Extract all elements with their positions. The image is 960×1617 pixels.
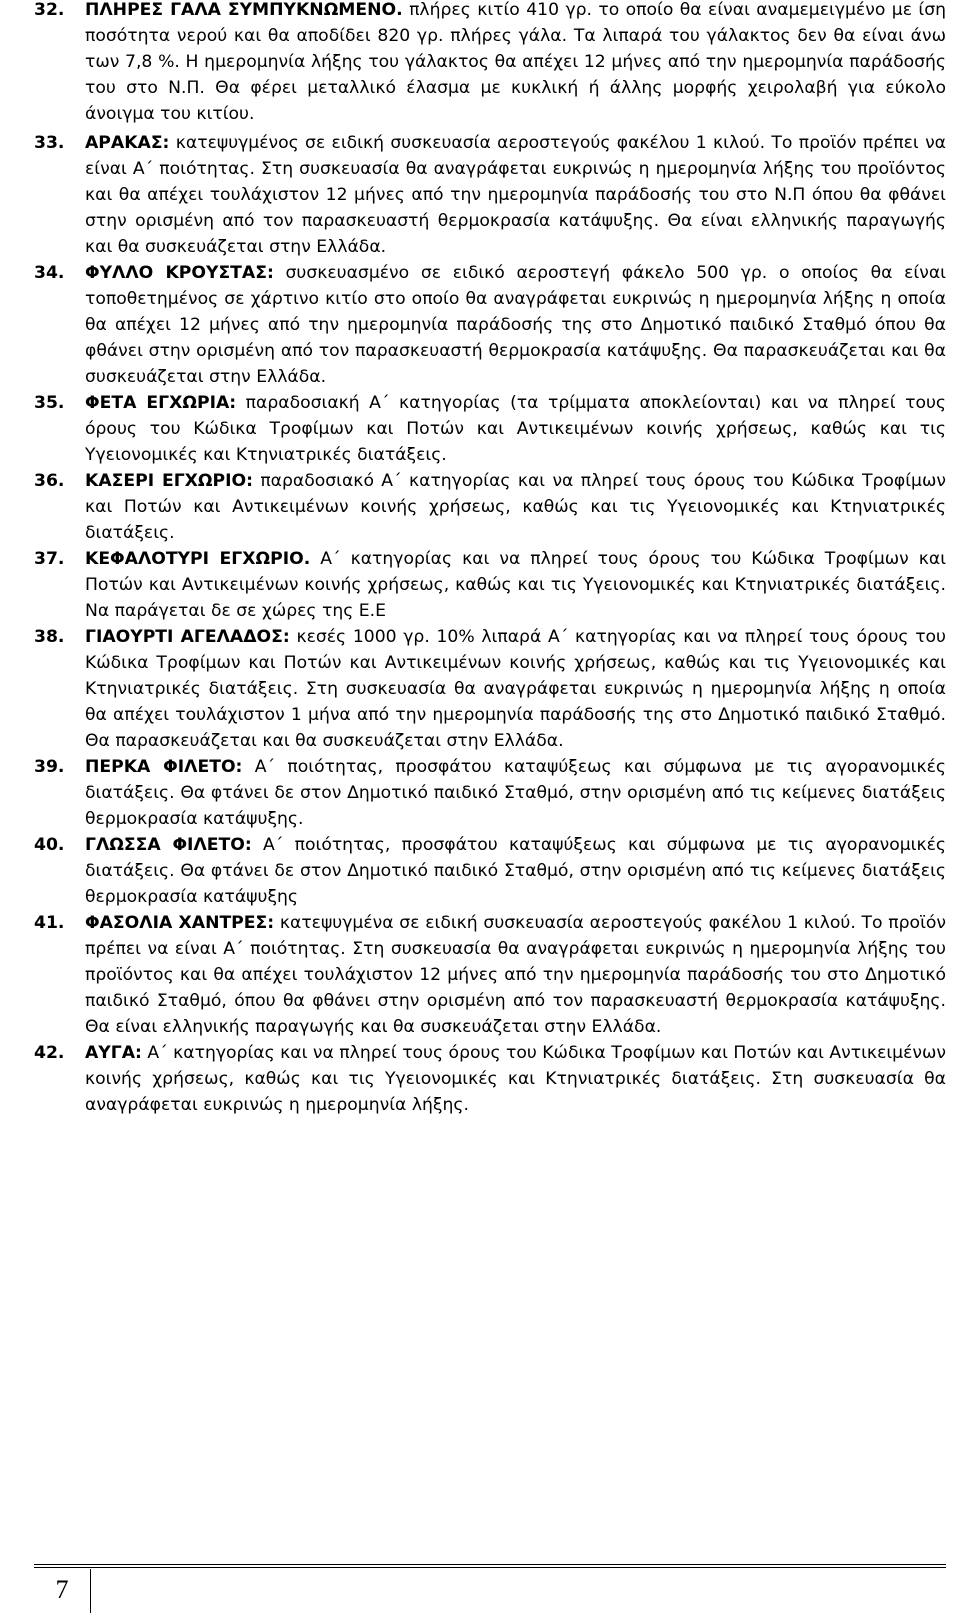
list-item: [34, 546, 946, 624]
list-item: [34, 910, 946, 1040]
item-number: 33.: [34, 133, 65, 153]
list-item: [34, 832, 946, 910]
item-number: 37.: [34, 549, 65, 569]
list-item: [34, 390, 946, 468]
list-item: [34, 624, 946, 754]
list-item: [34, 754, 946, 832]
item-text: συσκευασμένο σε ειδικό αεροστεγή φάκελο 500 γρ. ο οποίος θα είναι τοποθετημένος σε χάρτινο κιτίο στο οποίο θα αναγράφεται ευκρινώς η ημερομηνία λήξης η οποία θα απέχει 12 μήνες από την ημερομηνία παράδοσής της στο Δημοτικό παιδικό Σταθμό όπου θα φθάνει στην ορισμένη από τον παρασκευαστή θερμοκρασία κατάψυξης. Θα παρασκευάζεται και θα συσκευάζεται στην Ελλάδα.: [85, 263, 946, 387]
item-number: 38.: [34, 627, 65, 647]
list-item: [34, 0, 946, 127]
item-text: Α΄ κατηγορίας και να πληρεί τους όρους του Κώδικα Τροφίμων και Ποτών και Αντικειμένων κοινής χρήσεως, καθώς και τις Υγειονομικές και Κτηνιατρικές διατάξεις. Να παράγεται δε σε χώρες της Ε.Ε: [85, 549, 947, 621]
item-text: Α΄ ποιότητας, προσφάτου καταψύξεως και σύμφωνα με τις αγορανομικές διατάξεις. Θα φτάνει δε στον Δημοτικό παιδικό Σταθμό, στην ορισμένη από τις κείμενες διατάξεις θερμοκρασία κατάψυξης.: [85, 757, 946, 829]
item-number: 39.: [34, 757, 65, 777]
item-name: ΦΕΤΑ ΕΓΧΩΡΙΑ:: [85, 393, 237, 413]
page-number: 7: [55, 1575, 69, 1604]
item-number: 36.: [34, 471, 65, 491]
item-number: 34.: [34, 263, 65, 283]
item-name: ΠΛΗΡΕΣ ΓΑΛΑ ΣΥΜΠΥΚΝΩΜΕΝΟ.: [85, 0, 403, 20]
list-item: [34, 130, 946, 260]
item-list: [34, 0, 946, 1118]
item-text: κατεψυγμένος σε ειδική συσκευασία αεροστεγούς φακέλου 1 κιλού. Το προϊόν πρέπει να είναι Α΄ ποιότητας. Στη συσκευασία θα αναγράφεται ευκρινώς η ημερομηνία λήξης του προϊόντος και θα απέχει τουλάχιστον 12 μήνες από την ημερομηνία παράδοσής του στο Ν.Π όπου θα φθάνει στην ορισμένη από τον παρασκευαστή θερμοκρασία κατάψυξης. Θα είναι ελληνικής παραγωγής και θα συσκευάζεται στην Ελλάδα.: [85, 133, 946, 257]
item-name: ΑΥΓΑ:: [85, 1043, 142, 1063]
list-item: [34, 260, 946, 390]
item-name: ΦΑΣΟΛΙΑ ΧΑΝΤΡΕΣ:: [85, 913, 275, 933]
item-text: κεσές 1000 γρ. 10% λιπαρά Α΄ κατηγορίας και να πληρεί τους όρους του Κώδικα Τροφίμων και Ποτών και Αντικειμένων κοινής χρήσεως, καθώς και τις Υγειονομικές και Κτηνιατρικές διατάξεις. Στη συσκευασία θα αναγράφεται ευκρινώς η ημερομηνία λήξης η οποία θα απέχει τουλάχιστον 1 μήνα από την ημερομηνία παράδοσής της στο Δημοτικό παιδικό Σταθμό. Θα παρασκευάζεται και θα συσκευάζεται στην Ελλάδα.: [85, 627, 946, 751]
footer-divider: [34, 1564, 946, 1568]
item-name: ΚΕΦΑΛΟΤΥΡΙ ΕΓΧΩΡΙΟ.: [85, 549, 311, 569]
list-item: [34, 468, 946, 546]
item-number: 42.: [34, 1043, 65, 1063]
item-name: ΠΕΡΚΑ ΦΙΛΕΤΟ:: [85, 757, 243, 777]
item-number: 40.: [34, 835, 65, 855]
item-name: ΓΛΩΣΣΑ ΦΙΛΕΤΟ:: [85, 835, 252, 855]
item-text: κατεψυγμένα σε ειδική συσκευασία αεροστεγούς φακέλου 1 κιλού. Το προϊόν πρέπει να είναι Α΄ ποιότητας. Στη συσκευασία θα αναγράφεται ευκρινώς η ημερομηνία λήξης του προϊόντος και θα απέχει τουλάχιστον 12 μήνες από την ημερομηνία παράδοσής του στο Δημοτικό παιδικό Σταθμό, όπου θα φθάνει στην ορισμένη από τον παρασκευαστή θερμοκρασία κατάψυξης. Θα είναι ελληνικής παραγωγής και θα συσκευάζεται στην Ελλάδα.: [85, 913, 946, 1037]
list-item: [34, 1040, 946, 1118]
item-name: ΓΙΑΟΥΡΤΙ ΑΓΕΛΑΔΟΣ:: [85, 627, 290, 647]
item-text: πλήρες κιτίο 410 γρ. το οποίο θα είναι αναμεμειγμένο με ίση ποσότητα νερού και θα αποδίδει 820 γρ. πλήρες γάλα. Τα λιπαρά του γάλακτος δεν θα είναι άνω των 7,8 %. Η ημερομηνία λήξης του γάλακτος θα απέχει 12 μήνες από την ημερομηνία παράδοσής του στο Ν.Π. Θα φέρει μεταλλικό έλασμα με κυκλική ή άλλης μορφής χειρολαβή για εύκολο άνοιγμα του κιτίου.: [85, 0, 946, 124]
item-text: παραδοσιακό Α΄ κατηγορίας και να πληρεί τους όρους του Κώδικα Τροφίμων και Ποτών και Αντικειμένων κοινής χρήσεως, καθώς και τις Υγειονομικές και Κτηνιατρικές διατάξεις.: [85, 471, 946, 543]
item-name: ΚΑΣΕΡΙ ΕΓΧΩΡΙΟ:: [85, 471, 253, 491]
item-number: 41.: [34, 913, 65, 933]
item-name: ΦΥΛΛΟ ΚΡΟΥΣΤΑΣ:: [85, 263, 274, 283]
item-text: Α΄ ποιότητας, προσφάτου καταψύξεως και σύμφωνα με τις αγορανομικές διατάξεις. Θα φτάνει δε στον Δημοτικό παιδικό Σταθμό, στην ορισμένη από τις κείμενες διατάξεις θερμοκρασία κατάψυξης: [85, 835, 947, 907]
item-number: 35.: [34, 393, 65, 413]
item-number: 32.: [34, 0, 65, 20]
item-text: παραδοσιακή Α΄ κατηγορίας (τα τρίμματα αποκλείονται) και να πληρεί τους όρους του Κώδικα Τροφίμων και Ποτών και Αντικειμένων κοινής χρήσεως, καθώς και τις Υγειονομικές και Κτηνιατρικές διατάξεις.: [85, 393, 946, 465]
item-name: ΑΡΑΚΑΣ:: [85, 133, 170, 153]
item-text: Α΄ κατηγορίας και να πληρεί τους όρους του Κώδικα Τροφίμων και Ποτών και Αντικειμένων κοινής χρήσεως, καθώς και τις Υγειονομικές και Κτηνιατρικές διατάξεις. Στη συσκευασία θα αναγράφεται ευκρινώς η ημερομηνία λήξης.: [85, 1043, 946, 1115]
